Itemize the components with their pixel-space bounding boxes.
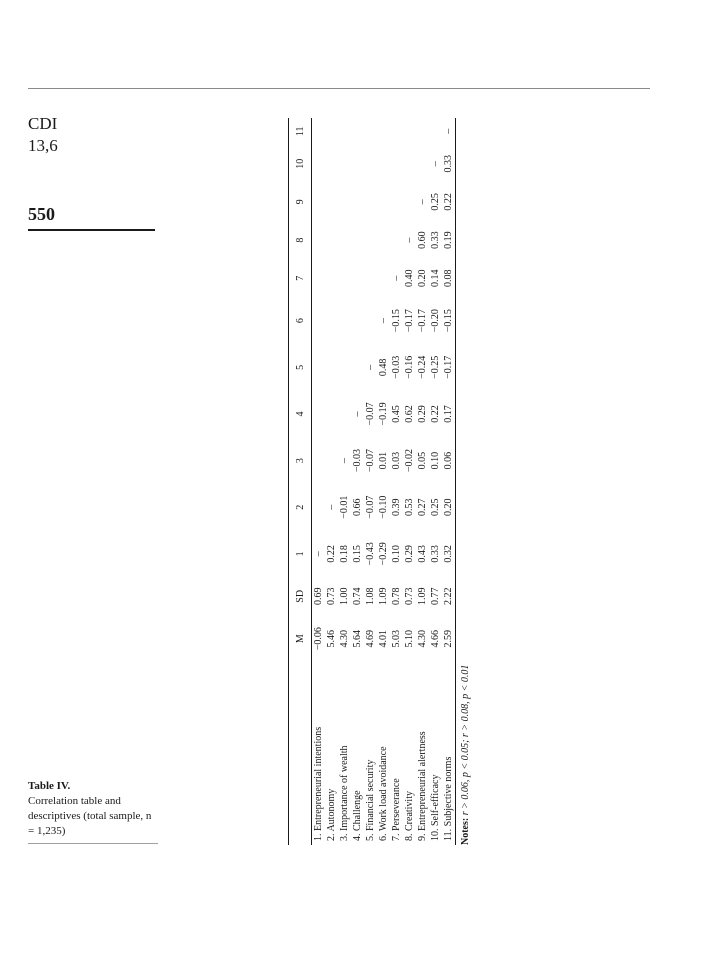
table-cell: – bbox=[417, 199, 428, 205]
table-cell: 0.33 bbox=[443, 154, 454, 173]
table-cell bbox=[364, 297, 377, 344]
variable-name-cell: 4. Challenge bbox=[352, 790, 363, 841]
table-cell: 0.66 bbox=[352, 498, 363, 516]
table-cell bbox=[364, 118, 377, 145]
variable-name-cell: 1. Entrepreneurial intentions bbox=[313, 726, 324, 841]
table-cell bbox=[312, 297, 326, 344]
table-cell: −0.29 bbox=[378, 542, 389, 566]
table-cell bbox=[312, 259, 326, 297]
variable-name-cell: 9. Entrepreneurial alertness bbox=[417, 731, 428, 841]
variable-name-cell: 2. Autonomy bbox=[326, 788, 337, 841]
table-label: Table IV. bbox=[28, 780, 71, 792]
table-cell: −0.17 bbox=[404, 309, 415, 333]
table-cell bbox=[338, 259, 351, 297]
table-cell: −0.16 bbox=[404, 355, 415, 379]
column-header: 11 bbox=[289, 118, 312, 145]
table-cell: −0.17 bbox=[443, 355, 454, 379]
table-row bbox=[312, 118, 326, 845]
column-header bbox=[289, 662, 312, 845]
table-row bbox=[364, 118, 377, 845]
notes-text: r > 0.06, p < 0.05; r > 0.08, p < 0.01 bbox=[460, 664, 471, 816]
table-row bbox=[338, 118, 351, 845]
table-cell bbox=[312, 391, 326, 438]
table-cell: 0.20 bbox=[443, 498, 454, 516]
table-cell bbox=[377, 259, 390, 297]
column-header: 3 bbox=[289, 437, 312, 484]
journal-name: CDI bbox=[28, 114, 58, 133]
variable-name-cell: 11. Subjective norms bbox=[443, 756, 454, 841]
journal-volume: 13,6 bbox=[28, 136, 58, 155]
table-cell bbox=[351, 183, 364, 221]
rotated-table-container bbox=[288, 118, 473, 845]
table-cell: −0.01 bbox=[339, 495, 350, 519]
table-cell bbox=[364, 221, 377, 259]
table-cell: −0.15 bbox=[443, 309, 454, 333]
notes-label: Notes: bbox=[460, 817, 471, 845]
table-cell: −0.07 bbox=[365, 495, 376, 519]
table-cell bbox=[312, 183, 326, 221]
table-cell bbox=[338, 118, 351, 145]
table-cell: −0.07 bbox=[365, 402, 376, 426]
table-cell: – bbox=[404, 237, 415, 243]
table-cell bbox=[351, 118, 364, 145]
table-caption bbox=[28, 779, 158, 839]
table-cell bbox=[351, 344, 364, 391]
table-cell: 0.78 bbox=[391, 587, 402, 606]
journal-header bbox=[28, 113, 58, 157]
table-cell bbox=[351, 297, 364, 344]
table-cell: – bbox=[391, 275, 402, 281]
table-cell: 0.01 bbox=[378, 451, 389, 470]
table-cell bbox=[416, 145, 429, 183]
page-number: 550 bbox=[28, 204, 55, 224]
table-cell bbox=[312, 221, 326, 259]
column-header: 7 bbox=[289, 259, 312, 297]
table-cell bbox=[403, 183, 416, 221]
table-cell: −0.24 bbox=[417, 355, 428, 379]
table-cell: 0.62 bbox=[404, 405, 415, 423]
column-header: M bbox=[289, 615, 312, 662]
table-cell: −0.03 bbox=[391, 355, 402, 379]
table-cell bbox=[416, 118, 429, 145]
table-cell: 4.30 bbox=[417, 629, 428, 648]
table-cell: 0.10 bbox=[430, 451, 441, 470]
table-cell: −0.17 bbox=[417, 309, 428, 333]
table-caption-text: Correlation table and descriptives (total sample, n = 1,235) bbox=[28, 795, 152, 837]
table-cell: – bbox=[378, 318, 389, 324]
table-cell bbox=[429, 118, 442, 145]
table-cell bbox=[312, 145, 326, 183]
table-row bbox=[325, 118, 338, 845]
table-cell bbox=[364, 145, 377, 183]
table-cell: 1.00 bbox=[339, 587, 350, 606]
table-cell: 5.46 bbox=[326, 629, 337, 648]
table-cell bbox=[390, 145, 403, 183]
variable-name-cell: 5. Financial security bbox=[365, 759, 376, 841]
table-cell: 5.64 bbox=[352, 629, 363, 648]
table-cell: 0.06 bbox=[443, 451, 454, 470]
variable-name-cell: 8. Creativity bbox=[404, 791, 415, 841]
column-header: SD bbox=[289, 577, 312, 615]
table-cell: 0.17 bbox=[443, 405, 454, 423]
table-cell bbox=[377, 221, 390, 259]
table-cell: −0.15 bbox=[391, 309, 402, 333]
table-cell bbox=[364, 259, 377, 297]
table-cell: 1.09 bbox=[417, 587, 428, 606]
table-cell bbox=[338, 183, 351, 221]
column-header: 5 bbox=[289, 344, 312, 391]
table-cell bbox=[325, 344, 338, 391]
table-cell: 0.77 bbox=[430, 587, 441, 606]
table-cell bbox=[312, 484, 326, 531]
table-cell bbox=[325, 437, 338, 484]
caption-rule bbox=[28, 843, 158, 844]
table-row bbox=[403, 118, 416, 845]
table-cell bbox=[325, 183, 338, 221]
table-cell: 2.59 bbox=[443, 629, 454, 648]
table-cell: – bbox=[326, 504, 337, 510]
table-cell bbox=[390, 221, 403, 259]
table-cell bbox=[325, 145, 338, 183]
table-cell: 2.22 bbox=[443, 587, 454, 606]
table-cell bbox=[325, 259, 338, 297]
table-cell: 0.20 bbox=[417, 269, 428, 287]
table-cell bbox=[338, 344, 351, 391]
table-cell bbox=[338, 391, 351, 438]
table-cell: 0.45 bbox=[391, 405, 402, 423]
table-cell: 4.30 bbox=[339, 629, 350, 648]
variable-name-cell: 7. Perseverance bbox=[391, 778, 402, 841]
table-cell: 0.05 bbox=[417, 451, 428, 470]
table-row bbox=[390, 118, 403, 845]
table-cell: 0.48 bbox=[378, 358, 389, 377]
table-cell: – bbox=[430, 161, 441, 167]
table-cell: 5.03 bbox=[391, 629, 402, 648]
variable-name-cell: 6. Work load avoidance bbox=[378, 746, 389, 841]
table-cell bbox=[377, 145, 390, 183]
table-cell: 4.01 bbox=[378, 629, 389, 648]
table-cell: – bbox=[339, 458, 350, 464]
table-cell: 0.43 bbox=[417, 545, 428, 563]
table-cell bbox=[325, 221, 338, 259]
table-cell: 0.60 bbox=[417, 231, 428, 249]
table-cell: 0.73 bbox=[404, 587, 415, 606]
table-cell: 0.22 bbox=[443, 193, 454, 211]
table-cell bbox=[338, 297, 351, 344]
table-notes bbox=[460, 118, 471, 845]
table-cell: 0.15 bbox=[352, 545, 363, 563]
table-row bbox=[416, 118, 429, 845]
table-cell: – bbox=[352, 411, 363, 417]
table-cell: −0.20 bbox=[430, 309, 441, 333]
table-cell bbox=[325, 391, 338, 438]
correlation-table bbox=[288, 118, 456, 845]
variable-name-cell: 10. Self-efficacy bbox=[430, 774, 441, 841]
table-cell: 0.74 bbox=[352, 587, 363, 606]
table-cell: 0.27 bbox=[417, 498, 428, 516]
table-cell: 0.29 bbox=[417, 405, 428, 423]
table-cell: 0.18 bbox=[339, 545, 350, 563]
table-cell: 0.29 bbox=[404, 545, 415, 563]
page-number-rule bbox=[28, 229, 155, 231]
table-cell: 4.66 bbox=[430, 629, 441, 648]
table-cell: 0.25 bbox=[430, 498, 441, 516]
table-cell: 1.08 bbox=[365, 587, 376, 606]
table-cell: 0.25 bbox=[430, 193, 441, 211]
column-header: 1 bbox=[289, 531, 312, 578]
column-header: 10 bbox=[289, 145, 312, 183]
table-cell: 0.22 bbox=[430, 405, 441, 423]
table-cell bbox=[312, 344, 326, 391]
table-cell bbox=[325, 118, 338, 145]
column-header: 4 bbox=[289, 391, 312, 438]
table-body bbox=[312, 118, 456, 845]
table-cell bbox=[338, 221, 351, 259]
table-cell bbox=[377, 118, 390, 145]
table-cell bbox=[390, 183, 403, 221]
table-cell: 0.10 bbox=[391, 545, 402, 563]
table-row bbox=[351, 118, 364, 845]
table-cell: 1.09 bbox=[378, 587, 389, 606]
table-cell: −0.06 bbox=[313, 627, 324, 651]
table-cell: 0.14 bbox=[430, 269, 441, 287]
variable-name-cell: 3. Importance of wealth bbox=[339, 745, 350, 841]
table-row bbox=[442, 118, 456, 845]
table-cell bbox=[377, 183, 390, 221]
table-cell: 4.69 bbox=[365, 629, 376, 648]
column-header: 6 bbox=[289, 297, 312, 344]
table-row bbox=[377, 118, 390, 845]
column-header: 8 bbox=[289, 221, 312, 259]
table-cell bbox=[338, 145, 351, 183]
table-cell bbox=[364, 183, 377, 221]
table-cell: 0.40 bbox=[404, 269, 415, 287]
table-cell: 0.08 bbox=[443, 269, 454, 287]
table-cell bbox=[312, 437, 326, 484]
header-rule bbox=[28, 88, 650, 89]
table-cell: −0.02 bbox=[404, 449, 415, 473]
table-cell: 0.53 bbox=[404, 498, 415, 516]
table-cell bbox=[403, 145, 416, 183]
table-cell: 0.22 bbox=[326, 545, 337, 563]
table-cell bbox=[351, 259, 364, 297]
table-cell bbox=[351, 221, 364, 259]
table-cell: 0.73 bbox=[326, 587, 337, 606]
table-cell: 0.69 bbox=[313, 587, 324, 606]
table-cell: −0.03 bbox=[352, 449, 363, 473]
table-cell: 0.03 bbox=[391, 451, 402, 470]
table-cell bbox=[325, 297, 338, 344]
table-cell: 5.10 bbox=[404, 629, 415, 648]
table-cell: −0.07 bbox=[365, 449, 376, 473]
table-cell: 0.33 bbox=[430, 545, 441, 563]
table-cell: −0.10 bbox=[378, 495, 389, 519]
table-cell: – bbox=[443, 128, 454, 134]
table-cell bbox=[312, 118, 326, 145]
table-cell: −0.19 bbox=[378, 402, 389, 426]
table-cell: −0.25 bbox=[430, 355, 441, 379]
table-cell: – bbox=[313, 551, 324, 557]
table-cell: 0.32 bbox=[443, 545, 454, 563]
column-header: 9 bbox=[289, 183, 312, 221]
table-header-row bbox=[289, 118, 312, 845]
table-cell: 0.33 bbox=[430, 231, 441, 249]
table-row bbox=[429, 118, 442, 845]
column-header: 2 bbox=[289, 484, 312, 531]
table-cell: −0.43 bbox=[365, 542, 376, 566]
table-cell: – bbox=[365, 364, 376, 370]
table-cell: 0.19 bbox=[443, 231, 454, 249]
table-cell bbox=[390, 118, 403, 145]
table-cell: 0.39 bbox=[391, 498, 402, 516]
table-cell bbox=[403, 118, 416, 145]
table-cell bbox=[351, 145, 364, 183]
